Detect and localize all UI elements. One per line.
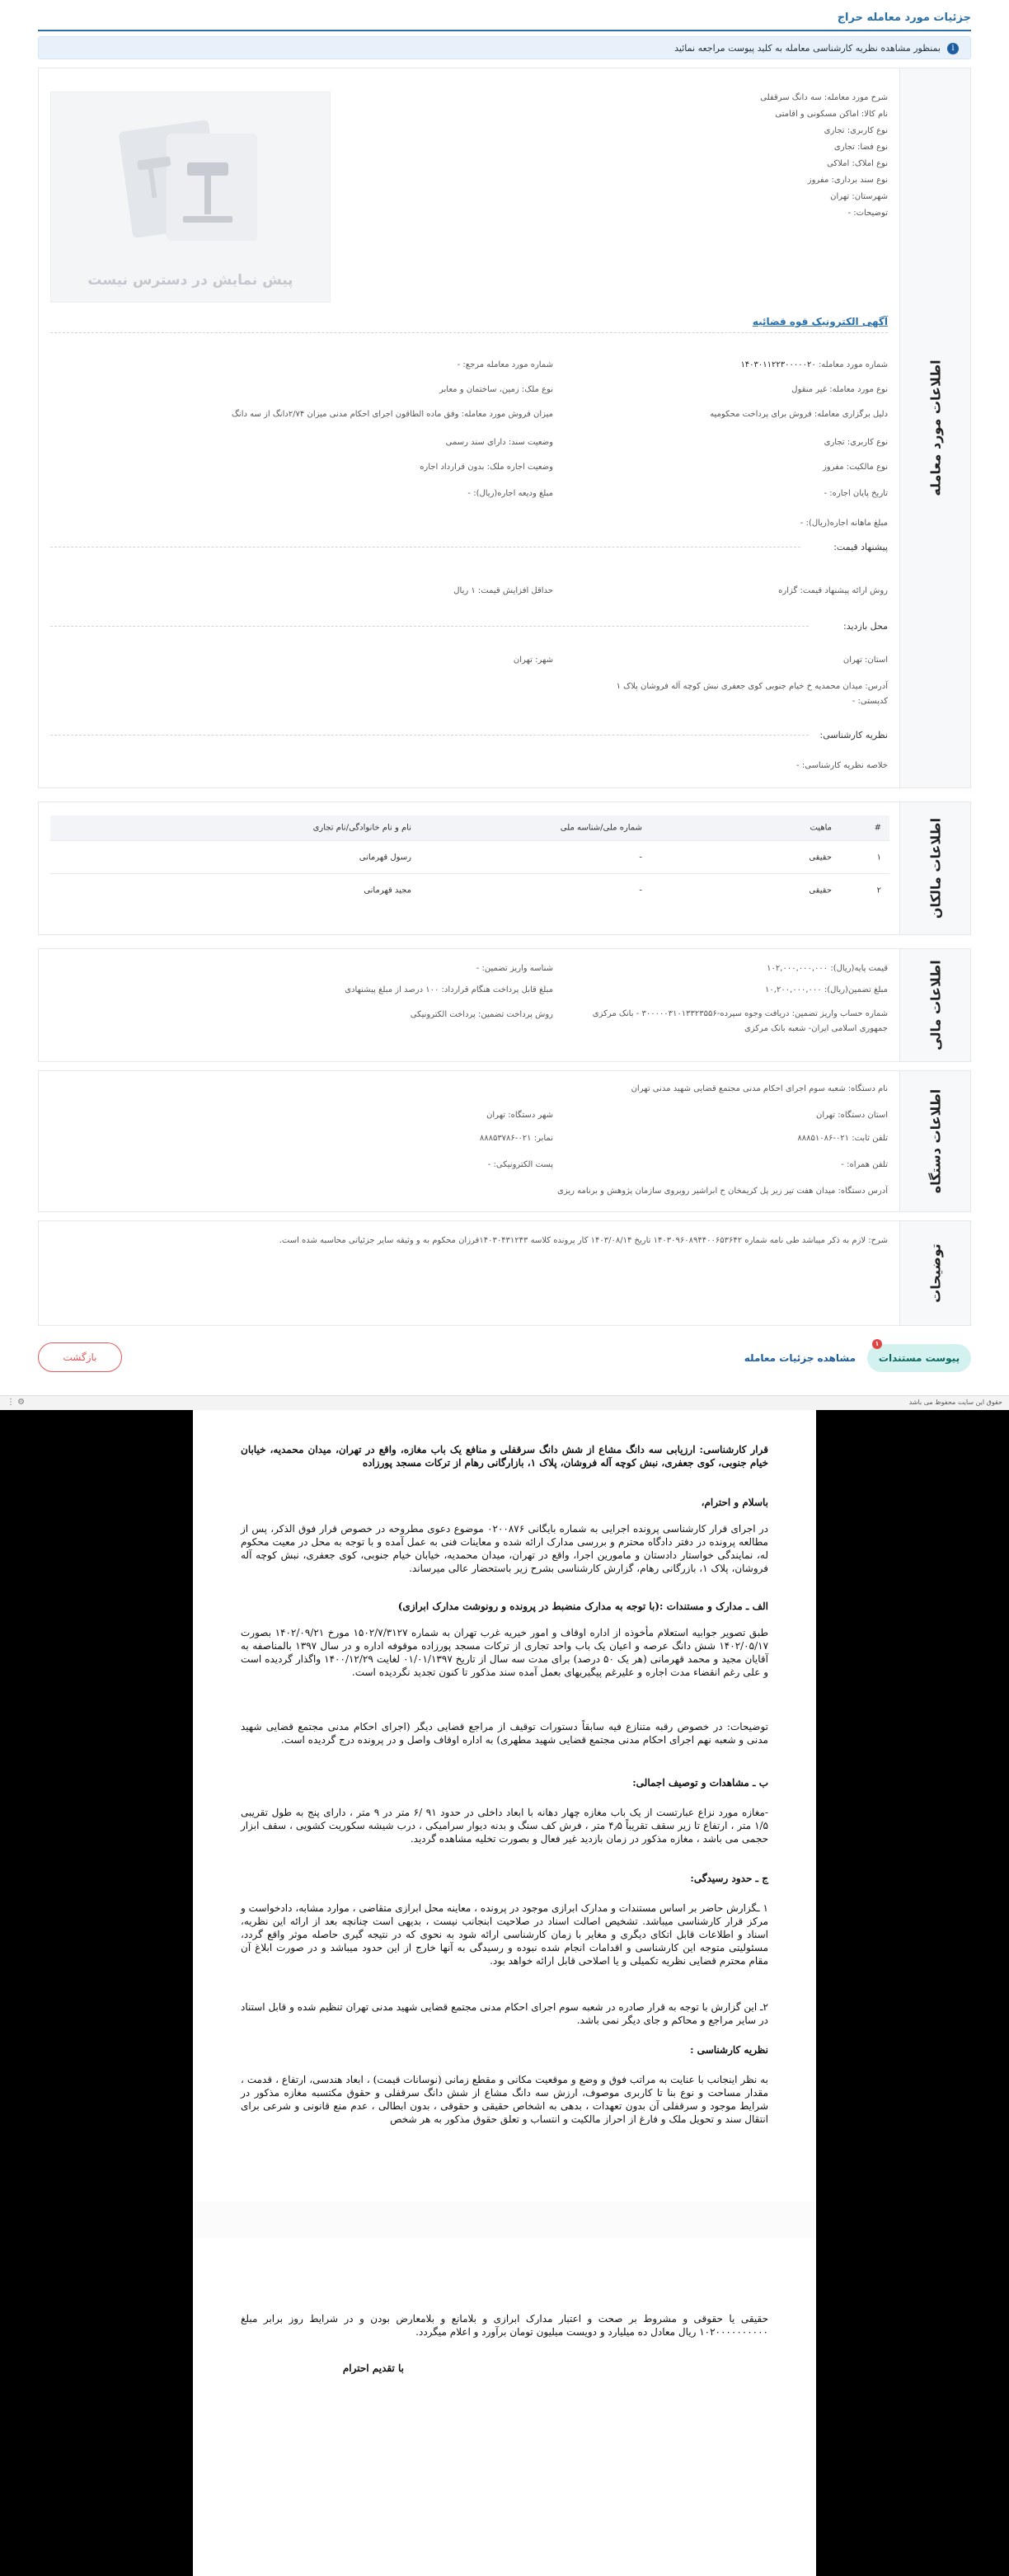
lease-amount: مبلغ ودیعه اجاره(ریال): - [467, 489, 553, 498]
attachments-button[interactable]: پیوست مستندات ۱ [867, 1344, 971, 1372]
table-header [50, 816, 889, 840]
item-city: شهرستان: تهران [830, 192, 888, 201]
divider [50, 332, 888, 333]
divider [50, 626, 809, 627]
deposit-percent: مبلغ قابل پرداخت هنگام قرارداد: ۱۰۰ درصد از مبلغ پیشنهادی [345, 985, 553, 994]
doc-greeting: باسلام و احترام، [701, 1497, 768, 1508]
divider [50, 735, 809, 736]
page-gap [193, 2202, 816, 2238]
financial-side: اطلاعات مالی [899, 949, 970, 1061]
owner-national-id: - [639, 853, 642, 862]
column-header: ماهیت [810, 823, 832, 833]
financial-section [38, 948, 971, 1062]
owner-name: رسول قهرمانی [359, 853, 411, 862]
agency-phone: تلفن ثابت: ۰۲۱-۸۸۸۵۱۰۸۶ [797, 1134, 888, 1143]
payer-id: شناسه واریز تضمین: - [476, 964, 553, 973]
item-description: شرح مورد معامله: سه دانگ سرقفلی [760, 93, 888, 102]
doc-section-title: ب ـ مشاهدات و توصیف اجمالی: [632, 1777, 768, 1789]
actions-bar [38, 1342, 971, 1375]
column-header: نام و نام خانوادگی/نام تجاری [312, 823, 411, 833]
doc-section-title: ج ـ حدود رسیدگی: [690, 1873, 768, 1884]
deal-info-side: اطلاعات مورد معامله [899, 68, 970, 787]
deal-info-body [39, 68, 899, 787]
notice-text: بمنظور مشاهده نظریه کارشناسی معامله به کلید پیوست مراجعه نمائید [674, 43, 941, 54]
owner-name: مجید قهرمانی [364, 886, 411, 895]
item-usage: نوع کاربری: تجاری [824, 126, 888, 135]
agency-mobile: تلفن همراه: - [841, 1160, 888, 1169]
owner-type: حقیقی [809, 853, 832, 862]
document-viewer-toolbar [0, 1395, 1009, 1410]
view-deal-details-link[interactable]: مشاهده جزئیات معامله [744, 1352, 856, 1364]
doc-paragraph: طبق تصویر جوابیه استعلام مأخوذه از اداره اوقاف و امور خیریه غرب تهران به شماره ۱۵۰۲/۷/۳۱۲۷ مورخ ۱۴۰۲/۰۹/۲۱ بصورت ۱۴۰۲/۰۵/۱۷ شش دانگ عرصه و اعیان یک باب واحد تجاری از ترکات مسجد پورزاده موقوفه اداره و در سال ۱۳۹۷ بالمناصفه به آقایان مجید و محمد قهرمانی (هر یک ۵۰ درصد) برای مدت سه سال از تاریخ ۰۱/۰۱/۱۳۹۷ لغایت ۱۴۰۰/۱۲/۲۹ واگذار گردیده است و علی رغم انقضاء مدت اجاره و علیرغم پیگیریهای بعمل آمده سند مذکور تا کنون تجدید نگردیده است. [241, 1627, 769, 1678]
page-header [38, 12, 971, 31]
document-viewer [0, 1410, 1009, 2576]
agency-fax: نمابر: ۰۲۱-۸۸۸۵۳۷۸۶ [479, 1134, 553, 1143]
doc-paragraph: به نظر اینجانب با عنایت به مراتب فوق و وضع و موقعیت مکانی و مقطع زمانی (نوسانات قیمت) ، ابعاد هندسی، ارتفاع ، قدمت ، مقدار مساحت و نوع بنا تا کاربری موصوف، ارزش سه دانگ مشاع از شش دانگ سرقفلی و حقوق مکتسبه مغازه مذکور در شرایط موجود و سرقفلی آن بدون تعهدات ، بدهی به اشخاص حقیقی و حقوقی ، بدون ابطالی ، عدم منع قانونی و شرعی برای انتقال سند و تحویل ملک و فارغ از احراز مالکیت و انتساب و تعلق حقوق مذکور به هر شخص [241, 2074, 768, 2125]
doc-paragraph: در اجرای قرار کارشناسی پرونده اجرایی به شماره بایگانی ۰۲۰۰۸۷۶ موضوع دعوی مطروحه در خصوص قرار فوق الذکر، پس از مطالعه پرونده در دفتر دادگاه محترم و بررسی مدارک ارائه شده و معاینات فنی به عمل آمده و با توجه به محل در معیت محکوم له، نمایندگی خواستار دادستان و مامورین اجرا، واقع در تهران، میدان محمدیه، خیابان خیام جنوبی، کوی جعفری، نبش کوچه آله فروشان، پلاک ۱، بازرگانی رهام، گزارش کارشناسی بشرح زیر باستحضار عالی میرساند. [241, 1523, 768, 1574]
deal-reason: دلیل برگزاری معامله: فروش برای پرداخت محکومیه [710, 410, 888, 419]
notes-side: توضیحات [899, 1221, 970, 1325]
deal-file-no: شماره مورد معامله: ۱۴۰۳۰۱۱۲۲۳۰۰۰۰۰۲۰ [740, 360, 888, 369]
doc-paragraph: حقیقی یا حقوقی و مشروط بر صحت و اعتبار مدارک ابرازی و بلامانع و بلامعارض بودن و در شرایط روز برابر مبلغ ۱۰۲۰۰۰۰۰۰۰۰۰۰ ریال معادل ده میلیارد و دویست میلیون تومان برآورد و اعلام میگردد. [241, 2313, 768, 2338]
row-index: ۲ [876, 886, 881, 895]
financial-body [39, 949, 899, 1061]
doc-paragraph: قرار کارشناسی: ارزیابی سه دانگ مشاع از شش دانگ سرقفلی و منافع یک باب مغازه، واقع در تهران، میدان محمدیه، خیابان خیام جنوبی، کوی جعفری، نبش کوچه آله فروشان، پلاک ۱، بازارگانی رهام از ترکات مسجد پورزاده [241, 1444, 768, 1469]
full-address: آدرس: میدان محمدیه خ خیام جنوبی کوی جعفری نبش کوچه آله فروشان پلاک ۱ [616, 682, 888, 691]
owners-table [50, 816, 889, 898]
doc-paragraph: ۲ـ این گزارش با توجه به قرار صادره در شعبه سوم اجرای احکام مدنی مجتمع قضایی شهید مدنی تهران تنظیم شده و قابل استناد در سایر مراجع و محاکم و جای دیگر نمی باشد. [241, 2001, 768, 2026]
land-type: نوع ملک: زمین، ساختمان و معابر [439, 385, 553, 394]
deal-ref-no: شماره مورد معامله مرجع: - [457, 360, 553, 369]
bid-step: حداقل افزایش قیمت: ۱ ریال [453, 586, 553, 595]
item-address: توضیحات: - [847, 209, 888, 218]
notes-text: شرح: لازم به ذکر میباشد طی نامه شماره ۱۴۰۳۰۹۶۰۸۹۴۴۰۰۶۵۳۶۴۲ تاریخ ۱۴۰۳/۰۸/۱۴ کار پرونده کلاسه ۱۴۰۳۰۴۳۱۲۴۳فرزان محکوم به و وثیقه سایر جزئیاتی محاسبه شده است. [279, 1236, 888, 1245]
postal-code: کدپستی: - [852, 697, 888, 706]
pay-method: روش پرداخت تضمین: پرداخت الکترونیکی [410, 1010, 553, 1019]
doc-status: وضعیت سند: دارای سند رسمی [445, 438, 553, 447]
agency-body [39, 1071, 899, 1211]
monthly-rent: مبلغ ماهانه اجاره(ریال): - [800, 519, 888, 528]
item-space-type: نوع فضا: تجاری [833, 143, 888, 152]
viewer-menu-icon[interactable]: ⚙ ⋮ [7, 1398, 26, 1407]
auction-ad-link[interactable]: آگهی الکترونیک قوه قضائیه [752, 316, 888, 327]
agency-province: استان دستگاه: تهران [816, 1111, 888, 1120]
item-license: نوع سند برداری: مفروز [807, 176, 888, 185]
column-header: شماره ملی/شناسه ملی [560, 823, 642, 833]
document-page-2 [193, 2238, 816, 2576]
agency-side: اطلاعات دستگاه [899, 1071, 970, 1211]
notes-body [39, 1221, 899, 1325]
location-title: محل بازدید: [843, 621, 888, 632]
image-placeholder-text: پیش نمایش در دسترس نیست [87, 272, 293, 289]
owners-side: اطلاعات مالکان [899, 802, 970, 934]
table-row [50, 840, 889, 873]
expert-summary: خلاصه نظریه کارشناسی: - [796, 761, 888, 770]
owners-body [39, 802, 899, 934]
agency-name: نام دستگاه: شعبه سوم اجرای احکام مدنی مجتمع قضایی شهید مدنی تهران [631, 1084, 888, 1093]
page-title: جزئیات مورد معامله حراج [837, 12, 971, 24]
doc-section-title: نظریه کارشناسی : [690, 2044, 768, 2056]
table-row [50, 873, 889, 906]
image-placeholder [50, 92, 331, 303]
notice-banner [38, 36, 971, 59]
item-property: نوع املاک: املاکی [827, 159, 888, 168]
doc-paragraph: -مغازه مورد نزاع عبارتست از یک باب مغازه چهار دهانه با ابعاد داخلی در حدود ۹۱ /۶ متر در ۹ متر ، دارای پنج به طول تقریبی ۱/۵ متر ، ارتفاع تا زیر سقف تقریباً ۴٫۵ متر ، فرش کف سنگ و بدنه دیوار سرامیکی ، درب شیشه سکوریت کشویی ، سقف ابزار حجمی می باشد ، مغازه مذکور در زمان بازدید غیر فعال و بصورت تخلیه مشاهده گردید. [241, 1807, 768, 1845]
agency-address: آدرس دستگاه: میدان هفت تیر زیر پل کریمخان ح ابراشیر روبروی سازمان پژوهش و برنامه ریزی [557, 1187, 888, 1196]
owners-section [38, 801, 971, 935]
document-page-1 [193, 1410, 816, 2202]
notes-section [38, 1220, 971, 1326]
lease-status: وضعیت اجاره ملک: بدون قرارداد اجاره [420, 463, 553, 472]
divider [50, 547, 800, 548]
visit-city: شهر: تهران [513, 656, 553, 665]
item-category: نام کالا: اماکن مسکونی و اقامتی [775, 110, 888, 119]
deal-type: نوع مورد معامله: غیر منقول [791, 385, 888, 394]
doc-paragraph: ۱ ـگزارش حاضر بر اساس مستندات و مدارک ابرازی موجود در پرونده ، معاینه محل ابرازی متقاضی ، موارد مشابه، دادخواست و مرکز قرار کارشناسی میباشد. تشخیص اصالت اسناد در صلاحیت ابنجانب نیست ، بدیهی است چنانچه بعد از ارائه این نظریه، اسناد و اطلاعات قابل اتکای دیگری و مغایر با زمان کارشناسی ارائه شود به نحوی که در نتیجه گیری حاصله موثر واقع گردد، مسئولیتی متوجه این کارشناسی و اقدامات انجام شده نبوده و رسیدگی به آنها خارج از این حدود میباشد و در صورت ابلاغ آن مقام محترم قضایی نظریه تکمیلی و یا اصلاحی قابل ارائه خواهد بود. [241, 1902, 768, 1967]
doc-section-title: الف ـ مدارک و مستندات :(با توجه به مدارک منضبط در پرونده و رونوشت مدارک ابرازی) [397, 1601, 768, 1612]
expert-title: نظریه کارشناسی: [819, 730, 888, 740]
deposit-amount: مبلغ تضمین(ریال): ۱۰,۲۰۰,۰۰۰,۰۰۰ [765, 985, 888, 994]
column-header: # [874, 823, 881, 833]
agency-email: پست الکترونیکی: - [487, 1160, 553, 1169]
attachments-count-badge: ۱ [872, 1339, 882, 1349]
bid-method: روش ارائه پیشنهاد قیمت: گزاره [778, 586, 888, 595]
deal-use: نوع کاربری: تجاری [824, 438, 888, 447]
ownership: نوع مالکیت: مفروز [822, 463, 888, 472]
owner-national-id: - [639, 886, 642, 895]
agency-section [38, 1070, 971, 1212]
deposit-account: شماره حساب واریز تضمین: دریافت وجوه سپرده-۳۰۰۰۰۰۳۱۰۱۳۳۲۳۵۵۶ - بانک مرکزی جمهوری اسلامی ایران- شعبه بانک مرکزی [592, 1009, 888, 1033]
doc-paragraph: توضیحات: در خصوص رقبه متنازع فیه سابقاً دستورات توقیف از مراجع قضایی دیگر (اجرای احکام مدنی مجتمع قضایی شهید مدنی و شعبه نهم اجرای احکام مدنی مجتمع قضایی شهید مطهری) به اداره اوقاف واصل و در پرونده درج گردیده است. [241, 1721, 768, 1746]
info-icon: i [947, 43, 959, 54]
lease-end: تاریخ پایان اجاره: - [824, 489, 888, 498]
agency-city: شهر دستگاه: تهران [486, 1111, 553, 1120]
price-base: میزان فروش مورد معامله: وفق ماده الطاقون اجرای احکام مدنی میزان ۲/۷۴دانگ از سه دانگ [231, 410, 553, 419]
owner-type: حقیقی [809, 886, 832, 895]
copyright-text: حقوق این سایت محفوظ می باشد [908, 1398, 1002, 1406]
deal-info-section [38, 68, 971, 788]
gavel-icon [109, 117, 274, 249]
doc-closing: با تقدیم احترام [342, 2362, 404, 2374]
back-button[interactable]: بازگشت [38, 1342, 122, 1372]
row-index: ۱ [876, 853, 881, 862]
bid-title: پیشنهاد قیمت: [833, 542, 888, 552]
province: استان: تهران [842, 656, 888, 665]
base-price: قیمت پایه(ریال): ۱۰۲,۰۰۰,۰۰۰,۰۰۰ [767, 964, 888, 973]
